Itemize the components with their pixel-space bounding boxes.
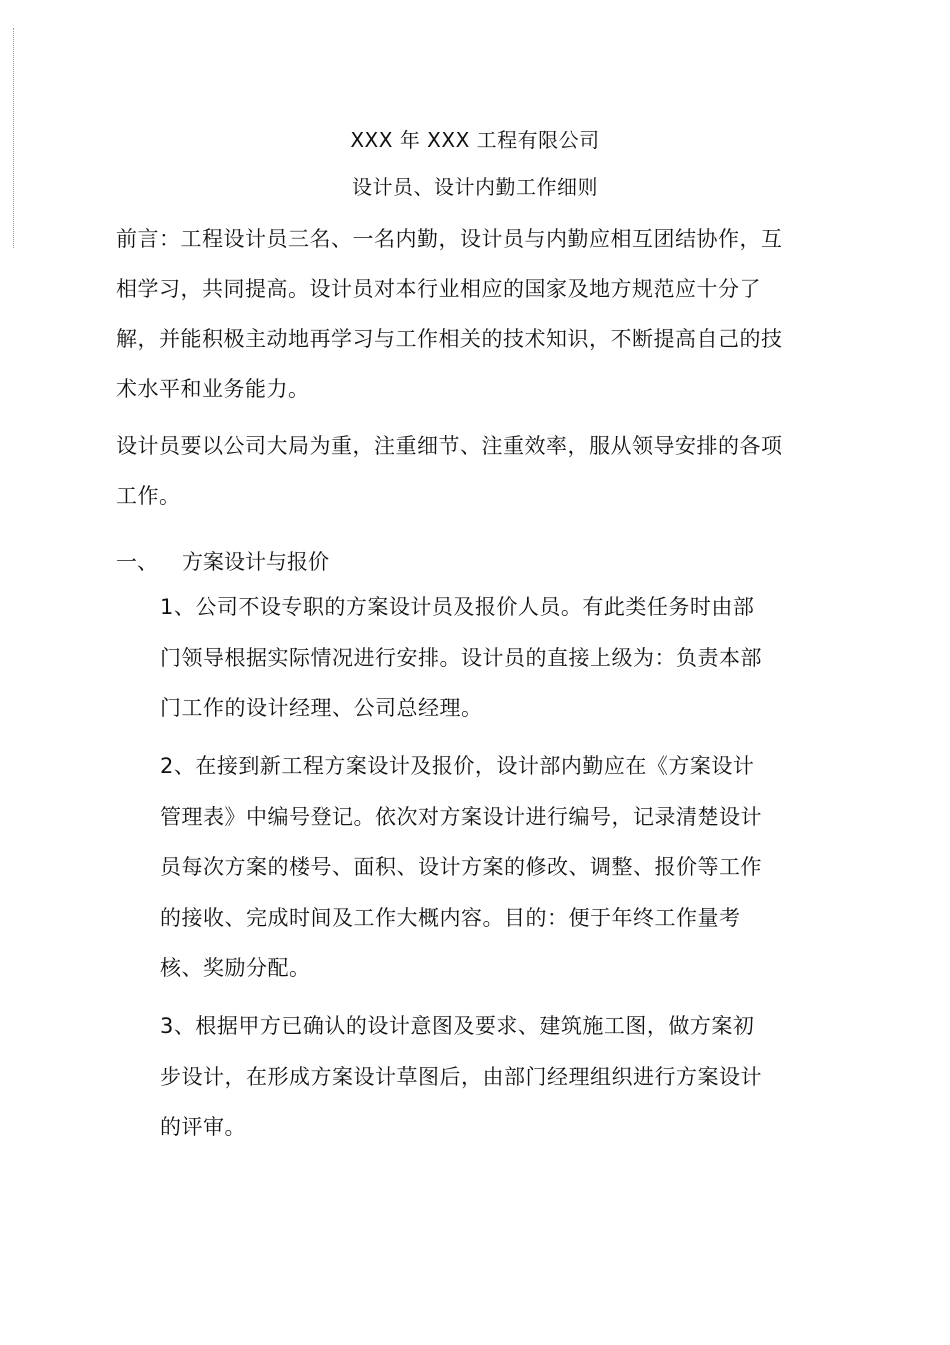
section-heading — [116, 542, 329, 582]
document-title: XXX 年 XXX 工程有限公司 — [350, 128, 600, 152]
preface-paragraph: 前言：工程设计员三名、一名内勤，设计员与内勤应相互团结协作，互相学习，共同提高。设计员对本行业相应的国家及地方规范应十分了解，并能积极主动地再学习与工作相关的技术知识，不断提高自己的技术水平和业务能力。 — [116, 227, 783, 401]
list-item: 1、公司不设专职的方案设计员及报价人员。有此类任务时由部门领导根据实际情况进行安排。设计员的直接上级为：负责本部门工作的设计经理、公司总经理。 — [160, 595, 762, 720]
section-title: 方案设计与报价 — [182, 550, 329, 574]
attitude-paragraph: 设计员要以公司大局为重，注重细节、注重效率，服从领导安排的各项工作。 — [116, 434, 783, 508]
list-item: 3、根据甲方已确认的设计意图及要求、建筑施工图，做方案初步设计，在形成方案设计草图后，由部门经理组织进行方案设计的评审。 — [160, 1014, 762, 1139]
section-number: 一、 — [116, 550, 158, 574]
document-subtitle: 设计员、设计内勤工作细则 — [352, 175, 598, 199]
list-item: 2、在接到新工程方案设计及报价，设计部内勤应在《方案设计管理表》中编号登记。依次对方案设计进行编号，记录清楚设计员每次方案的楼号、面积、设计方案的修改、调整、报价等工作的接收、完成时间及工作大概内容。目的：便于年终工作量考核、奖励分配。 — [160, 754, 762, 980]
